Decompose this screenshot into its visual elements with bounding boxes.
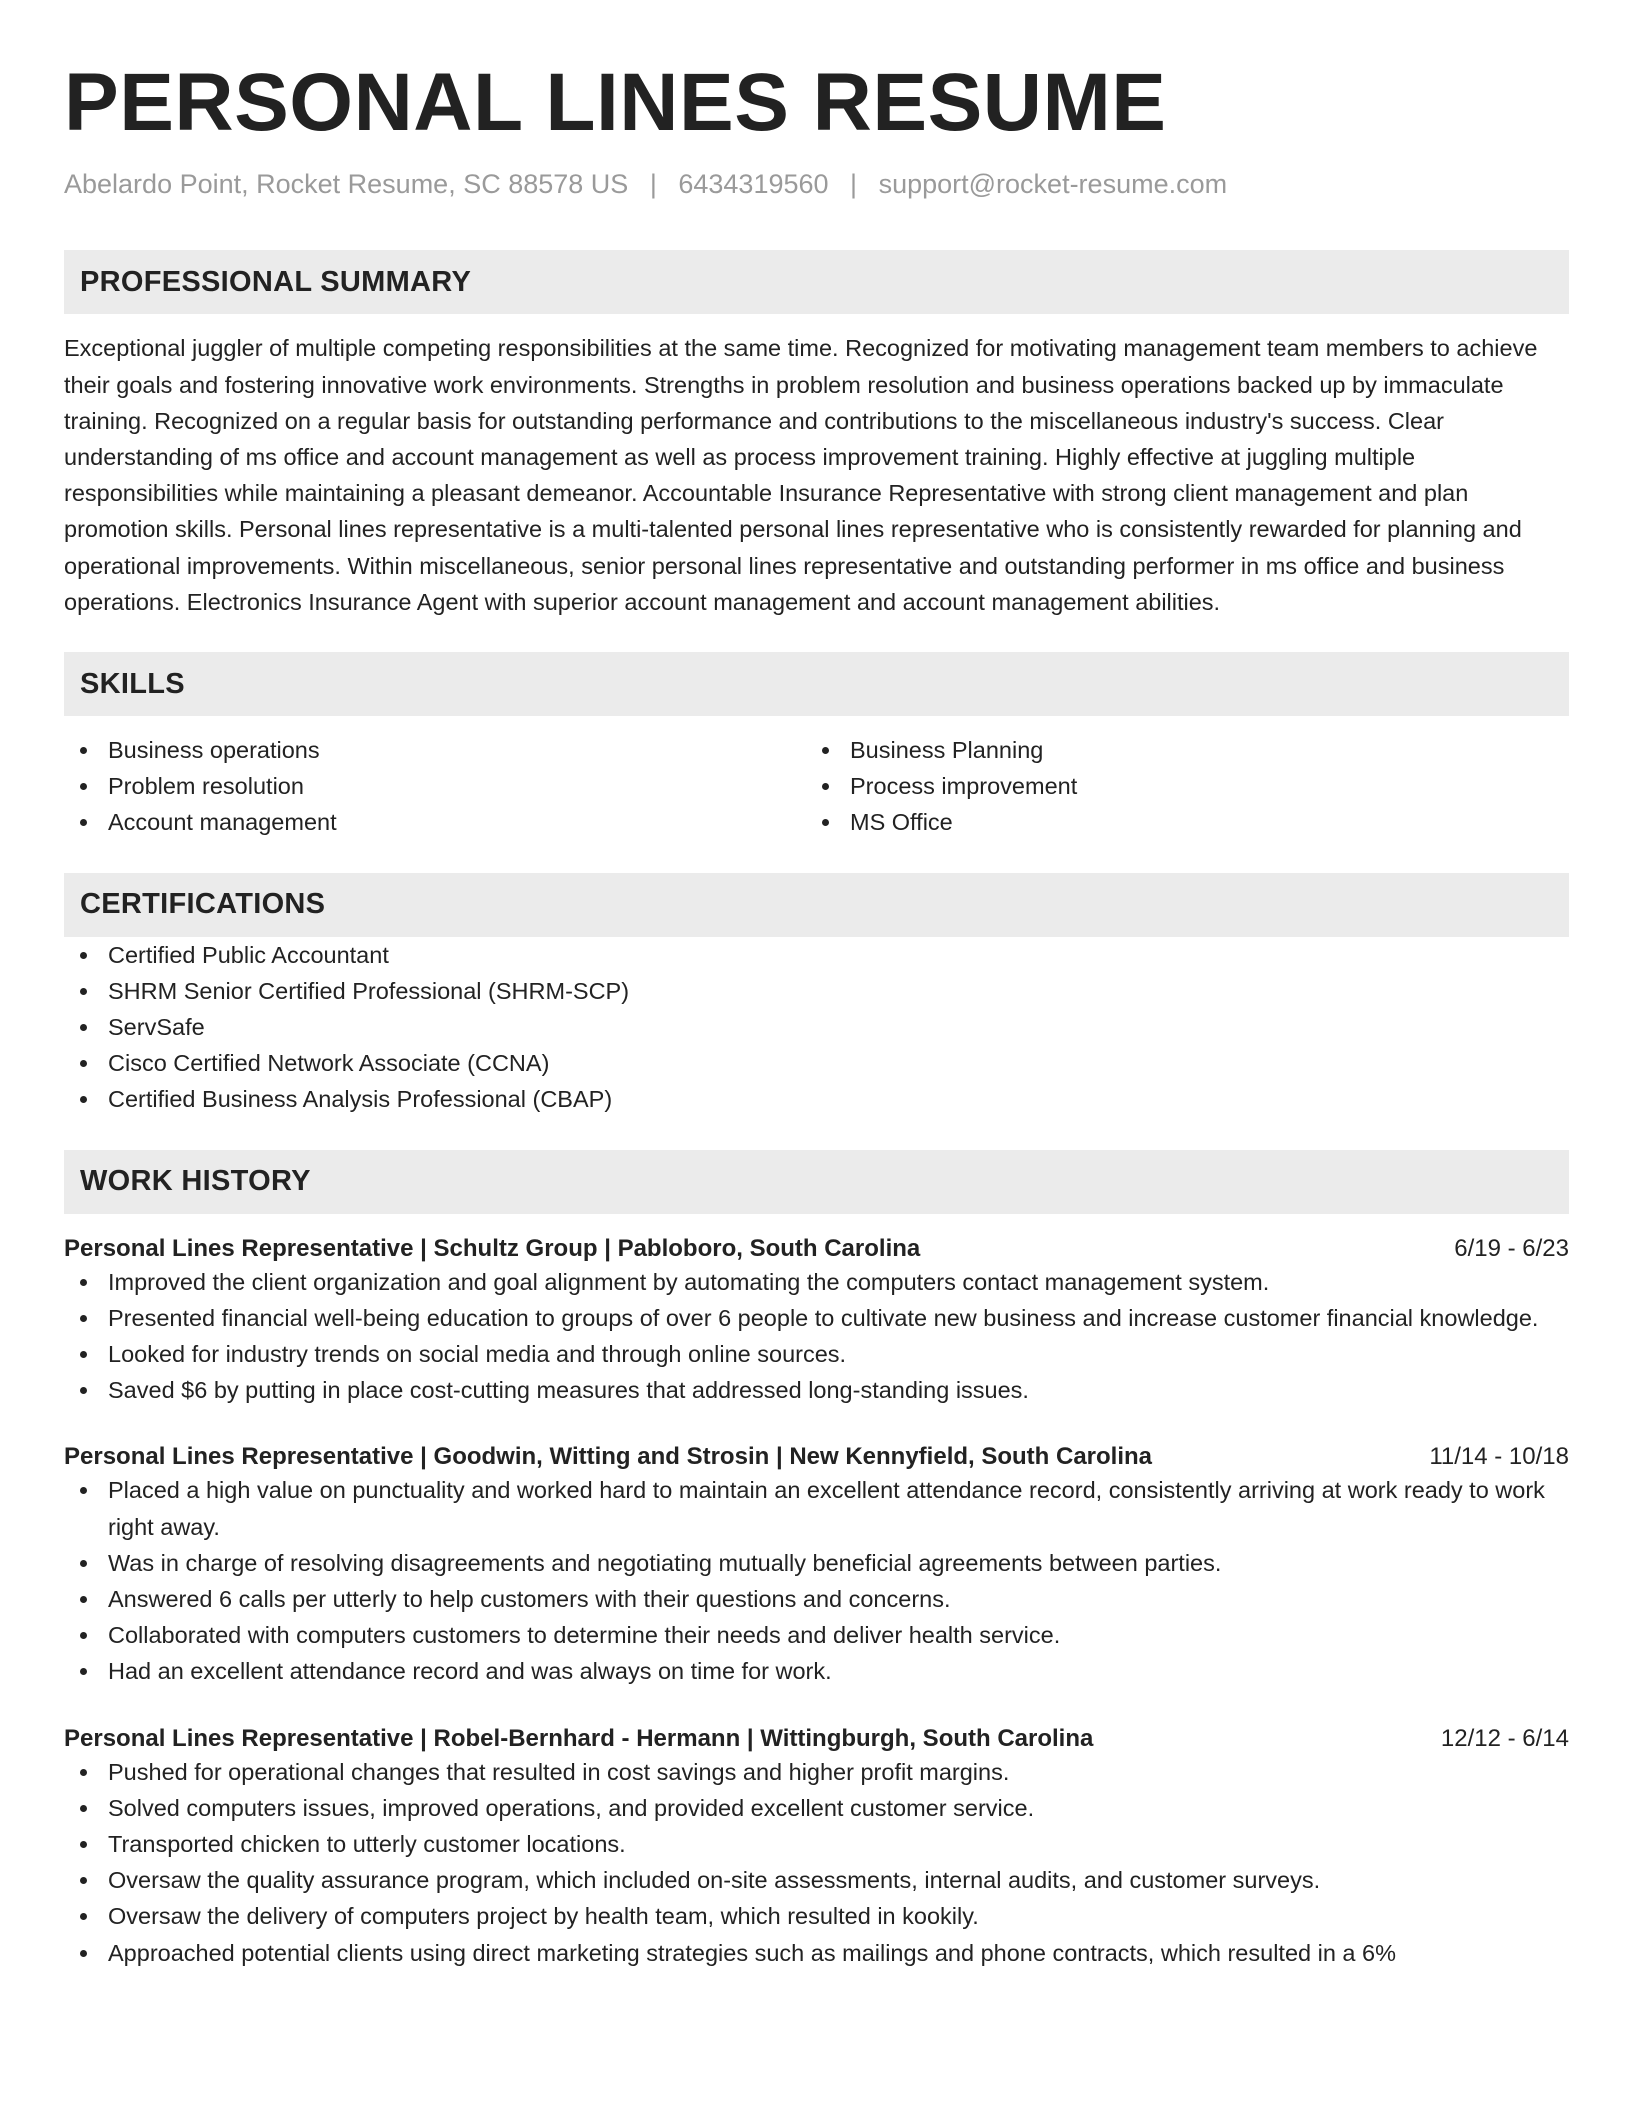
certification-item: ServSafe [64,1009,1569,1045]
job-header [64,1442,1569,1472]
job-bullet: Looked for industry trends on social media and through online sources. [64,1336,1569,1372]
skills-grid [64,732,1569,841]
contact-address: Abelardo Point, Rocket Resume, SC 88578 US [64,169,629,199]
skill-item: Process improvement [806,768,1569,804]
skills-list-left [64,732,806,841]
certification-item: Certified Business Analysis Professional (CBAP) [64,1081,1569,1117]
section-heading-skills: SKILLS [64,652,1569,716]
job-title: Personal Lines Representative | Robel-Bernhard - Hermann | Wittingburgh, South Carolina [64,1724,1094,1752]
certification-item: Cisco Certified Network Associate (CCNA) [64,1045,1569,1081]
job-title: Personal Lines Representative | Goodwin, Witting and Strosin | New Kennyfield, South Carolina [64,1443,1153,1471]
job-bullet: Oversaw the delivery of computers project by health team, which resulted in kookily. [64,1898,1569,1934]
job-bullet: Answered 6 calls per utterly to help customers with their questions and concerns. [64,1581,1569,1617]
job-header [64,1234,1569,1264]
job-entry [64,1234,1569,1409]
section-heading-summary: PROFESSIONAL SUMMARY [64,250,1569,314]
contact-phone: 6434319560 [678,169,829,199]
certifications-list [64,937,1569,1118]
job-bullet: Presented financial well-being education to groups of over 6 people to cultivate new business and increase customer financial knowledge. [64,1300,1569,1336]
job-entry [64,1724,1569,1971]
job-bullet: Oversaw the quality assurance program, which included on-site assessments, internal audits, and customer surveys. [64,1862,1569,1898]
resume-title: PERSONAL LINES RESUME [64,57,1167,148]
job-bullet: Placed a high value on punctuality and worked hard to maintain an excellent attendance record, consistently arriving at work ready to work right away. [64,1472,1569,1544]
contact-line [64,168,1569,200]
job-bullets [64,1754,1569,1971]
certification-item: SHRM Senior Certified Professional (SHRM-SCP) [64,973,1569,1009]
skills-list-right [806,732,1569,841]
job-title: Personal Lines Representative | Schultz Group | Pabloboro, South Carolina [64,1234,921,1262]
job-dates: 11/14 - 10/18 [1429,1443,1569,1471]
job-dates: 12/12 - 6/14 [1440,1724,1569,1752]
job-entry [64,1442,1569,1689]
section-heading-certifications: CERTIFICATIONS [64,873,1569,937]
job-bullet: Solved computers issues, improved operations, and provided excellent customer service. [64,1790,1569,1826]
contact-separator: | [649,169,657,199]
job-bullets [64,1264,1569,1409]
job-bullet: Saved $6 by putting in place cost-cutting measures that addressed long-standing issues. [64,1372,1569,1408]
job-bullet: Had an excellent attendance record and was always on time for work. [64,1653,1569,1689]
job-bullet: Transported chicken to utterly customer locations. [64,1826,1569,1862]
section-heading-work-history: WORK HISTORY [64,1150,1569,1214]
skill-item: Problem resolution [64,768,806,804]
job-bullet: Was in charge of resolving disagreements and negotiating mutually beneficial agreements between parties. [64,1545,1569,1581]
job-header [64,1724,1569,1754]
job-bullet: Approached potential clients using direct marketing strategies such as mailings and phone contracts, which resulted in a 6% [64,1935,1569,1971]
job-dates: 6/19 - 6/23 [1454,1234,1569,1262]
job-bullet: Pushed for operational changes that resulted in cost savings and higher profit margins. [64,1754,1569,1790]
summary-paragraph: Exceptional juggler of multiple competing responsibilities at the same time. Recognized for motivating management team members to achieve their goals and fostering innovative work environments. Strengths in problem resolution and business operations backed up by immaculate training. Recognized on a regular basis for outstanding performance and contributions to the miscellaneous industry's success. Clear understanding of ms office and account management as well as process improvement training. Highly effective at juggling multiple responsibilities while maintaining a pleasant demeanor. Accountable Insurance Representative with strong client management and plan promotion skills. Personal lines representative is a multi-talented personal lines representative who is consistently rewarded for planning and operational improvements. Within miscellaneous, senior personal lines representative and outstanding performer in ms office and business operations. Electronics Insurance Agent with superior account management and account management abilities. [64,335,1538,615]
job-bullet: Collaborated with computers customers to determine their needs and deliver health service. [64,1617,1569,1653]
skill-item: Account management [64,804,806,840]
contact-email: support@rocket-resume.com [878,169,1228,199]
skill-item: Business operations [64,732,806,768]
job-bullets [64,1472,1569,1689]
skill-item: Business Planning [806,732,1569,768]
contact-separator: | [850,169,858,199]
certification-item: Certified Public Accountant [64,937,1569,973]
skill-item: MS Office [806,804,1569,840]
job-bullet: Improved the client organization and goal alignment by automating the computers contact management system. [64,1264,1569,1300]
